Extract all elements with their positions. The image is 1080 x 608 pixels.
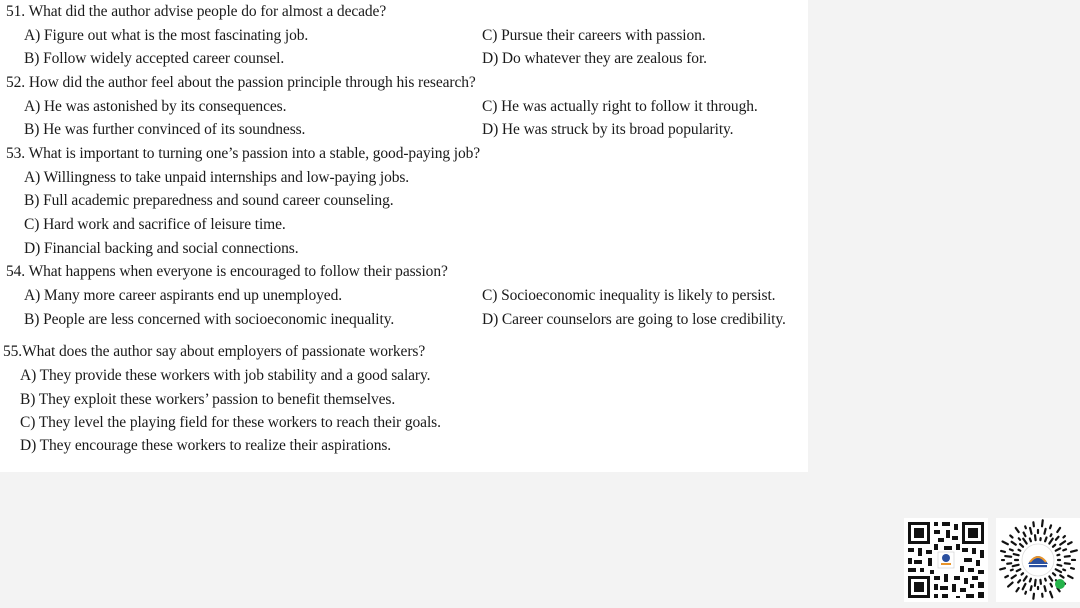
- mini-program-ray: [1013, 565, 1019, 566]
- question-55-stem: 55.What does the author say about employers of passionate workers?: [3, 343, 426, 360]
- mini-program-ray: [1065, 556, 1070, 557]
- mini-program-ray: [1005, 556, 1011, 557]
- question-55-option-c: C) They level the playing field for these workers to reach their goals.: [20, 414, 441, 431]
- question-51-option-a: A) Figure out what is the most fascinating job.: [24, 27, 309, 44]
- mini-program-ray: [1019, 550, 1021, 551]
- mini-program-ray: [1025, 526, 1026, 528]
- mini-program-ray: [1031, 586, 1032, 590]
- question-54-option-b: B) People are less concerned with socioeconomic inequality.: [24, 311, 395, 328]
- mini-program-ray: [1030, 579, 1031, 582]
- mini-program-ray: [1019, 538, 1020, 540]
- mini-program-ray: [1045, 538, 1046, 542]
- mini-program-ray: [1053, 573, 1055, 575]
- question-53-option-a: A) Willingness to take unpaid internships and low-paying jobs.: [24, 169, 410, 186]
- mini-program-ray: [1050, 525, 1051, 528]
- mini-program-ray: [1035, 580, 1036, 586]
- mini-program-ray: [1071, 550, 1077, 551]
- mini-program-ray: [1022, 573, 1024, 574]
- mini-program-code-icon: [996, 518, 1080, 602]
- mini-program-ray: [1035, 535, 1036, 540]
- mini-program-ray: [1011, 570, 1013, 571]
- mini-program-ray: [1053, 545, 1055, 547]
- question-53-option-b: B) Full academic preparedness and sound career counseling.: [24, 192, 394, 209]
- question-52-option-a: A) He was astonished by its consequences.: [24, 98, 287, 115]
- mini-program-ray: [1010, 536, 1012, 538]
- mini-program-ray: [1057, 565, 1061, 566]
- question-55-option-d: D) They encourage these workers to realize their aspirations.: [20, 437, 392, 454]
- mini-program-ray: [1065, 563, 1070, 564]
- mini-program-ray: [1030, 528, 1031, 534]
- mini-program-ray: [1005, 576, 1008, 577]
- mini-program-ray: [1063, 570, 1065, 571]
- question-51-option-c: C) Pursue their careers with passion.: [482, 27, 706, 44]
- question-53-stem: 53. What is important to turning one’s passion into a stable, good-paying job?: [6, 145, 481, 162]
- mini-program-ray: [1010, 549, 1013, 550]
- qr-code-icon: [904, 518, 988, 602]
- mini-program-ray: [1063, 549, 1066, 550]
- mini-program-ray: [1001, 551, 1005, 552]
- mini-program-ray: [1051, 534, 1052, 536]
- mini-program-ray: [1025, 592, 1026, 594]
- question-53-option-c: C) Hard work and sacrifice of leisure time.: [24, 216, 286, 233]
- question-54-option-d: D) Career counselors are going to lose credibility.: [482, 311, 786, 328]
- mini-program-ray: [1063, 536, 1065, 537]
- question-52-option-d: D) He was struck by its broad popularity.: [482, 121, 734, 138]
- question-54-option-c: C) Socioeconomic inequality is likely to persist.: [482, 287, 776, 304]
- mini-program-code-graphic: [996, 518, 1080, 602]
- question-53-option-d: D) Financial backing and social connections.: [24, 240, 299, 257]
- question-51-stem: 51. What did the author advise people do for almost a decade?: [6, 3, 387, 20]
- question-52-stem: 52. How did the author feel about the passion principle through his research?: [6, 74, 476, 91]
- mini-program-ray: [1042, 520, 1043, 526]
- mini-program-ray: [1030, 538, 1031, 541]
- mini-program-ray: [1071, 568, 1074, 569]
- qr-code-graphic: [904, 518, 988, 602]
- mini-program-ray: [1051, 584, 1052, 587]
- question-52-option-b: B) He was further convinced of its soundness.: [24, 121, 306, 138]
- mini-program-ray: [1018, 580, 1020, 582]
- question-55-option-a: A) They provide these workers with job stability and a good salary.: [20, 367, 431, 384]
- question-55-option-b: B) They exploit these workers’ passion to benefit themselves.: [20, 391, 396, 408]
- mini-program-ray: [1033, 594, 1034, 599]
- question-52-option-c: C) He was actually right to follow it through.: [482, 98, 758, 115]
- mini-program-ray: [1000, 568, 1005, 569]
- mini-program-ray: [1045, 579, 1046, 581]
- question-54-stem: 54. What happens when everyone is encouraged to follow their passion?: [6, 263, 448, 280]
- mini-program-ray: [1014, 554, 1019, 555]
- mini-program-ray: [1044, 529, 1045, 534]
- question-54-option-a: A) Many more career aspirants end up unemployed.: [24, 287, 343, 304]
- question-51-option-d: D) Do whatever they are zealous for.: [482, 50, 707, 67]
- mini-program-ray: [1044, 586, 1045, 591]
- question-51-option-b: B) Follow widely accepted career counsel.: [24, 50, 285, 67]
